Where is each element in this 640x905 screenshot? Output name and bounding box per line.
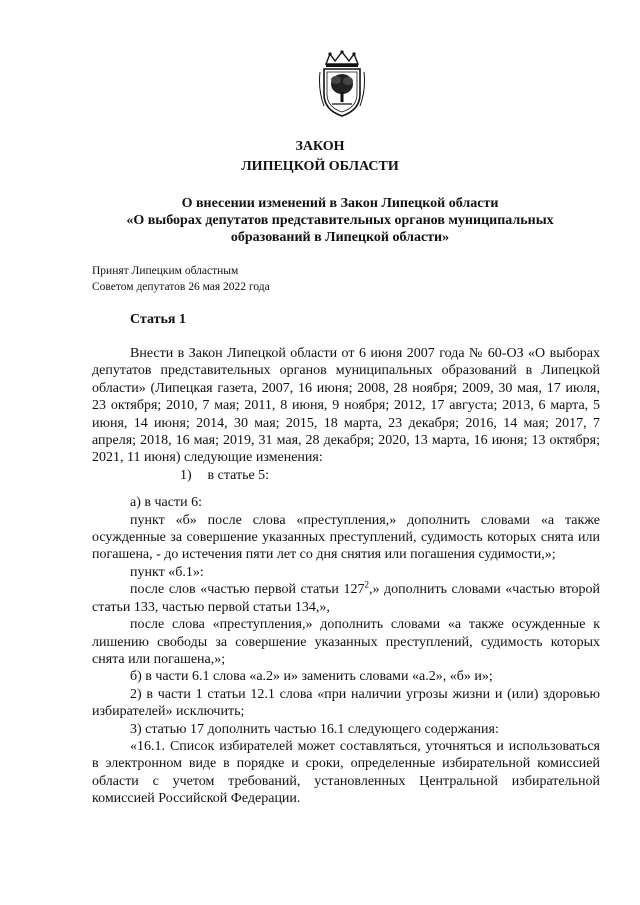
paragraph-point-b: пункт «б» после слова «преступления,» дополнить словами «а также осужденные за совершение указанных преступлений, судимость которых снята или погашена, - до истечения пяти лет со дня снятия или погашения судимости,»; bbox=[92, 512, 600, 563]
law-title: ЗАКОН bbox=[295, 139, 345, 154]
article-heading: Статья 1 bbox=[130, 312, 186, 327]
list-item-1 bbox=[92, 467, 600, 484]
coat-of-arms-icon bbox=[318, 50, 366, 120]
article-intro: Внести в Закон Липецкой области от 6 июня 2007 года № 60-ОЗ «О выборах депутатов представительных органов муниципальных образований в Липецкой области» (Липецкая газета, 2007, 16 июня; 2008, 28 ноября; 2009, 30 мая, 17 июля, 23 октября; 2010, 7 мая; 2011, 8 июня, 9 ноября; 2012, 17 августа; 2013, 6 марта, 5 июня, 14 июня; 2014, 30 мая; 2015, 18 марта, 23 декабря; 2016, 14 мая; 2017, 7 апреля; 2018, 16 мая; 2019, 31 мая, 28 декабря; 2020, 13 марта, 16 июня; 13 октября; 2021, 11 июня) следующие изменения: bbox=[92, 346, 600, 466]
paragraph-after-crime: после слова «преступления,» дополнить словами «а также осужденные к лишению свободы за совершение указанных преступлений, судимость которых снята или погашена,»; bbox=[92, 617, 600, 667]
text-part: после слов «частью первой статьи 127 bbox=[130, 582, 365, 598]
paragraph-part-61: б) в части 6.1 слова «а.2» и» заменить словами «а.2», «б» и»; bbox=[130, 669, 493, 685]
list-text: в статье 5: bbox=[207, 467, 270, 483]
paragraph-item-2: 2) в части 1 статьи 12.1 слова «при наличии угрозы жизни и (или) здоровью избирателей» исключить; bbox=[92, 686, 600, 720]
law-region: ЛИПЕЦКОЙ ОБЛАСТИ bbox=[241, 159, 399, 174]
subpoint-a: а) в части 6: bbox=[130, 495, 202, 511]
paragraph-after-words bbox=[92, 581, 600, 616]
paragraph-16-1: «16.1. Список избирателей может составляться, уточняться и использоваться в электронном виде в порядке и сроки, определенные избирательной комиссией области с учетом требований, установленных Центральной избирательной комиссией Российской Федерации. bbox=[92, 738, 600, 807]
subject-line: образований в Липецкой области» bbox=[230, 230, 450, 245]
adoption-note bbox=[92, 263, 270, 295]
subject-line: О внесении изменений в Закон Липецкой области bbox=[181, 196, 499, 211]
law-subject bbox=[60, 195, 620, 246]
adoption-date-line: Советом депутатов 26 мая 2022 года bbox=[92, 281, 270, 293]
superscript: 2 bbox=[364, 579, 369, 590]
article-body bbox=[92, 345, 600, 808]
adoption-line: Принят Липецким областным bbox=[92, 265, 239, 277]
list-number: 1) bbox=[180, 467, 192, 483]
paragraph-item-3: 3) статью 17 дополнить частью 16.1 следующего содержания: bbox=[130, 721, 499, 737]
text-part: ,» дополнить словами «частью второй статьи 133, частью первой статьи 134,», bbox=[92, 582, 601, 615]
subject-line: «О выборах депутатов представительных органов муниципальных bbox=[126, 213, 554, 228]
paragraph-point-b1: пункт «б.1»: bbox=[130, 564, 204, 580]
